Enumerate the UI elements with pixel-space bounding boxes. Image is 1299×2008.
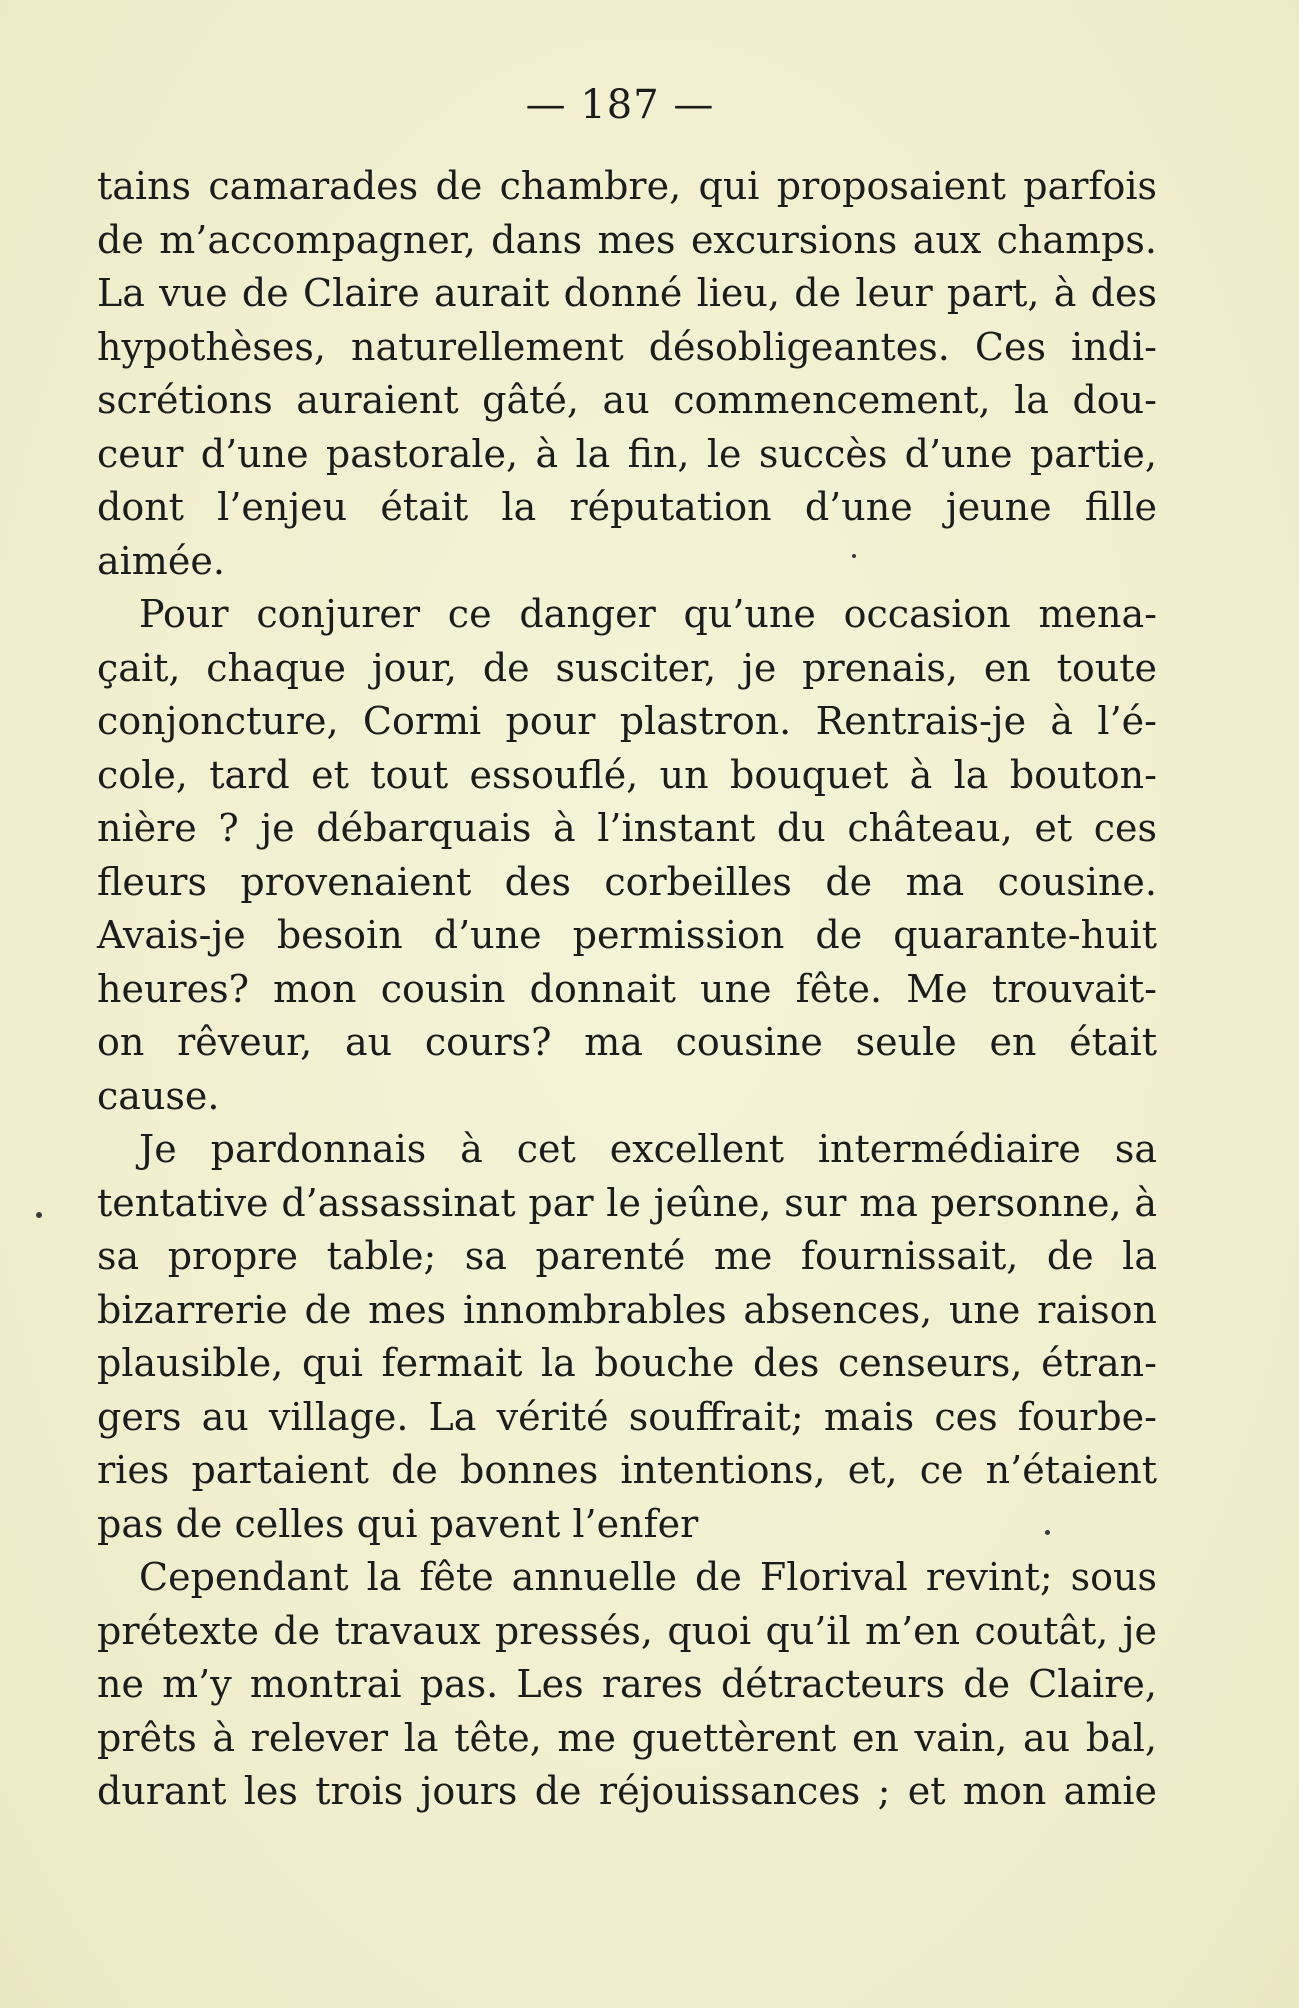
text-line: tains camarades de chambre, qui proposaient parfois bbox=[97, 164, 1157, 208]
text-line: bizarrerie de mes innombrables absences, une raison bbox=[97, 1287, 1157, 1332]
ink-speck bbox=[852, 554, 856, 558]
text-line: sa propre table; sa parenté me fournissait, de la bbox=[97, 1234, 1157, 1278]
text-line: ries partaient de bonnes intentions, et, ce n’étaient bbox=[97, 1448, 1157, 1492]
page-number: — 187 — bbox=[525, 82, 715, 128]
text-line: prétexte de travaux pressés, quoi qu’il m’en coutât, je bbox=[97, 1608, 1157, 1653]
text-line: cause. bbox=[97, 1073, 220, 1118]
text-line: on rêveur, au cours? ma cousine seule en était bbox=[97, 1020, 1157, 1064]
text-line: cole, tard et tout essouflé, un bouquet à la bouton- bbox=[97, 752, 1157, 797]
text-line: scrétions auraient gâté, au commencement, la dou- bbox=[97, 378, 1157, 422]
text-line: heures? mon cousin donnait une fête. Me trouvait- bbox=[97, 966, 1157, 1011]
text-line: ceur d’une pastorale, à la fin, le succès d’une partie, bbox=[97, 431, 1157, 476]
text-line: ne m’y montrai pas. Les rares détracteurs de Claire, bbox=[97, 1662, 1157, 1706]
text-line: prêts à relever la tête, me guettèrent en vain, au bal, bbox=[97, 1715, 1157, 1760]
text-line: gers au village. La vérité souffrait; mais ces fourbe- bbox=[97, 1394, 1157, 1439]
text-line: nière ? je débarquais à l’instant du château, et ces bbox=[97, 806, 1157, 850]
text-line: fleurs provenaient des corbeilles de ma cousine. bbox=[97, 859, 1157, 904]
text-line: Pour conjurer ce danger qu’une occasion mena- bbox=[139, 592, 1157, 636]
text-line: pas de celles qui pavent l’enfer bbox=[97, 1501, 699, 1546]
text-line: çait, chaque jour, de susciter, je prenais, en toute bbox=[97, 645, 1157, 690]
text-line: conjoncture, Cormi pour plastron. Rentrais-je à l’é- bbox=[97, 699, 1157, 743]
ink-speck bbox=[1045, 1530, 1050, 1535]
text-line: Je pardonnais à cet excellent intermédiaire sa bbox=[139, 1127, 1157, 1171]
text-line: Avais-je besoin d’une permission de quarante-huit bbox=[97, 913, 1157, 957]
text-line: durant les trois jours de réjouissances ; et mon amie bbox=[97, 1769, 1157, 1813]
text-line: dont l’enjeu était la réputation d’une jeune fille bbox=[97, 485, 1157, 529]
text-line: plausible, qui fermait la bouche des censeurs, étran- bbox=[97, 1341, 1157, 1385]
text-line: de m’accompagner, dans mes excursions aux champs. bbox=[97, 217, 1157, 262]
ink-speck bbox=[36, 1212, 42, 1218]
text-line: La vue de Claire aurait donné lieu, de leur part, à des bbox=[97, 271, 1157, 315]
body-text bbox=[97, 160, 1157, 1819]
text-line: Cependant la fête annuelle de Florival revint; sous bbox=[139, 1555, 1157, 1599]
text-line: aimée. bbox=[97, 538, 225, 583]
text-line: hypothèses, naturellement désobligeantes. Ces indi- bbox=[97, 324, 1157, 369]
text-line: tentative d’assassinat par le jeûne, sur ma personne, à bbox=[97, 1180, 1157, 1225]
